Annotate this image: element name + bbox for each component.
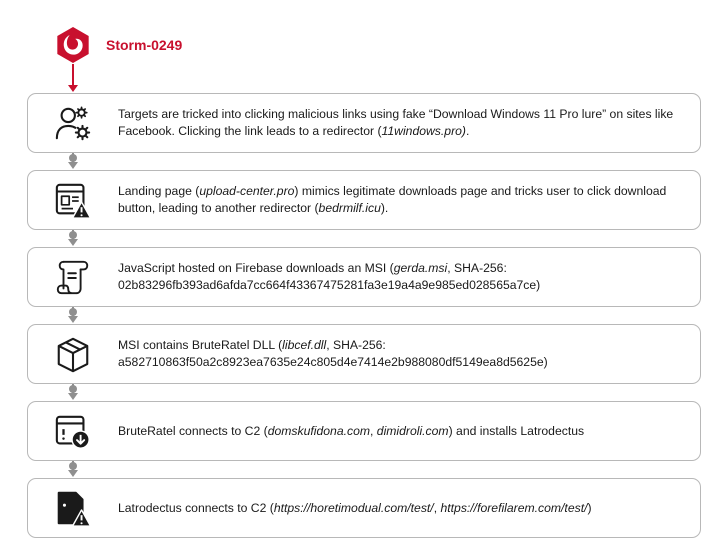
step-1-text — [118, 94, 682, 152]
connector-arrow — [68, 393, 78, 400]
italic-indicator: https://forefilarem.com/test/ — [440, 500, 588, 515]
step-1-box — [27, 93, 701, 153]
step-description — [118, 500, 592, 517]
app-download-icon — [54, 413, 92, 451]
italic-indicator: dimidroli.com — [376, 423, 449, 438]
step-description — [118, 260, 682, 294]
text-segment: . — [465, 124, 470, 138]
actor-connector — [72, 64, 74, 86]
connector-dot — [69, 462, 77, 470]
storm-hexagon-icon — [54, 26, 92, 64]
italic-indicator: gerda.msi — [393, 261, 448, 275]
connector-dot — [69, 308, 77, 316]
connector-arrow — [68, 239, 78, 246]
text-segment: MSI contains BruteRatel DLL ( — [118, 338, 283, 352]
text-segment: Latrodectus connects to C2 ( — [118, 500, 274, 515]
italic-indicator: upload-center.pro — [199, 184, 295, 198]
text-segment: , — [433, 500, 441, 515]
italic-indicator: https://horetimodual.com/test/ — [273, 500, 434, 515]
step-description — [118, 183, 682, 217]
connector-arrow — [68, 162, 78, 169]
connector-dot — [69, 154, 77, 162]
text-segment: ) and installs Latrodectus — [448, 423, 585, 438]
actor-arrow — [68, 85, 78, 92]
webpage-warning-icon — [54, 182, 92, 220]
text-segment: , — [370, 423, 377, 438]
actor-name: Storm-0249 — [106, 37, 183, 53]
connector-dot — [69, 231, 77, 239]
text-segment: ) mimics legitimate downloads page and tricks user to click download button, leading to another redirector ( — [118, 184, 667, 215]
connector-dot — [69, 385, 77, 393]
step-3-box — [27, 247, 701, 307]
step-6-box — [27, 478, 701, 538]
step-2-box — [27, 170, 701, 230]
actor-header — [54, 26, 182, 64]
text-segment: ). — [380, 201, 389, 215]
text-segment: ) — [587, 500, 592, 515]
step-5-box — [27, 401, 701, 461]
italic-indicator: domskufidona.com — [267, 423, 371, 438]
italic-indicator: bedrmilf.icu — [318, 201, 381, 215]
step-4-text — [118, 325, 682, 383]
step-6-text — [118, 479, 682, 537]
text-segment: Landing page ( — [118, 184, 200, 198]
text-segment: , SHA-256: 02b83296fb393ad6afda7cc664f43367475281fa3e19a4a9e985ed028565a7ce) — [118, 261, 541, 292]
step-3-text — [118, 248, 682, 306]
file-warning-icon — [54, 490, 92, 528]
connector-arrow — [68, 316, 78, 323]
package-box-icon — [54, 336, 92, 374]
italic-indicator: 11windows.pro) — [381, 124, 466, 138]
step-description — [118, 337, 682, 371]
text-segment: , SHA-256: a582710863f50a2c8923ea7635e24c805d4e7414e2b988080df5149ea8d5625e) — [118, 338, 548, 369]
text-segment: BruteRatel connects to C2 ( — [118, 423, 268, 438]
text-segment: JavaScript hosted on Firebase downloads an MSI ( — [118, 261, 394, 275]
connector-arrow — [68, 470, 78, 477]
step-description — [118, 423, 584, 440]
step-5-text — [118, 402, 682, 460]
step-description — [118, 106, 682, 140]
script-scroll-icon — [54, 259, 92, 297]
italic-indicator: libcef.dll — [282, 338, 327, 352]
step-2-text — [118, 171, 682, 229]
text-segment: Targets are tricked into clicking malicious links using fake “Download Windows 11 Pro lure” on sites like Facebook. Clicking the link leads to a redirector ( — [118, 107, 674, 138]
user-gear-icon — [54, 105, 92, 143]
step-4-box — [27, 324, 701, 384]
